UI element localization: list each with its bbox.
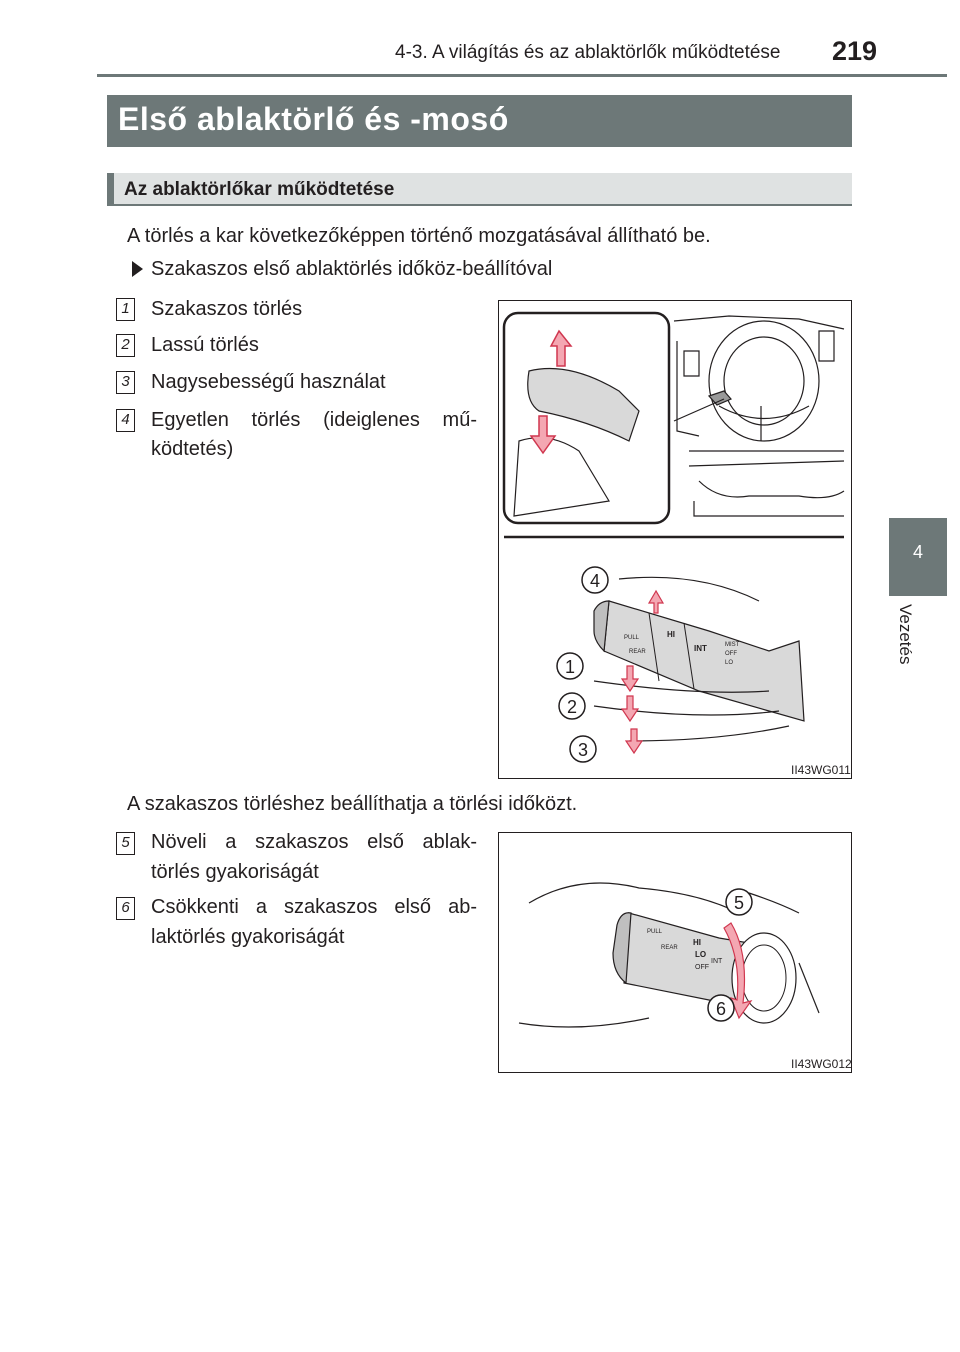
item-text-4-line1: Egyetlen törlés (ideiglenes mű- [151,409,477,431]
callout-5-label: 5 [733,893,745,913]
lever-label-lo: LO [725,660,734,666]
item-marker-4: 4 [116,409,135,432]
figure1-code: II43WG011 [791,763,851,777]
item-text-3: Nagysebességű használat [151,371,386,393]
subsection-accent [107,173,114,206]
arrow-up-icon [649,591,663,613]
lever-label-int: INT [694,644,707,653]
lever-label-hi: HI [667,630,675,639]
item-text-5-line1: Növeli a szakaszos első ablak- [151,831,477,853]
page-number: 219 [832,36,878,66]
chapter-tab-label: Vezetés [896,604,915,665]
item-text-6-line2: laktörlés gyakoriságát [151,926,345,948]
intro-text: A törlés a kar következőképpen történő mozgatásával állítható be. [127,225,711,247]
figure-interval-adjuster [498,832,852,1073]
callout-1-label: 1 [564,657,576,677]
lever-label-rear: REAR [629,649,646,655]
callout-4-label: 4 [589,571,601,591]
figure-interval-adjuster-drawing [499,833,850,1071]
lever2-label-pull: PULL [647,929,663,935]
figure2-code: II43WG012 [791,1057,852,1071]
interval-lever [613,913,796,1023]
item-text-4-line2: ködtetés) [151,438,234,460]
callout-6-label: 6 [715,999,727,1019]
item-text-2: Lassú törlés [151,334,259,356]
arrow-down-3-icon [626,729,642,753]
callout-3-label: 3 [577,740,589,760]
item-text-6-line1: Csökkenti a szakaszos első ab- [151,896,477,918]
lever2-label-off: OFF [695,964,709,971]
header-rule [97,74,947,77]
lower-lever [594,601,804,721]
lever2-label-lo: LO [695,950,707,959]
chapter-tab-label-wrap [895,604,935,684]
lever-label-mist: MIST [725,642,740,648]
arrow-down-1-icon [622,666,638,691]
bullet-triangle-icon [132,261,143,277]
item-marker-6: 6 [116,897,135,920]
item-marker-3: 3 [116,371,135,394]
lever2-label-int: INT [711,958,723,965]
figure-wiper-lever-drawing [499,301,850,777]
item-text-1: Szakaszos törlés [151,298,303,320]
interval-text: A szakaszos törléshez beállíthatja a törlési időközt. [127,793,578,815]
lever2-label-rear: REAR [661,945,678,951]
item-marker-1: 1 [116,298,135,321]
callout-2-label: 2 [566,697,578,717]
figure-wiper-lever [498,300,852,779]
section-title: Első ablaktörlő és -mosó [118,101,509,137]
subsection-title: Az ablaktörlőkar működtetése [124,179,395,200]
item-marker-2: 2 [116,334,135,357]
item-marker-5: 5 [116,832,135,855]
lever-label-pull: PULL [624,635,640,641]
bullet-heading: Szakaszos első ablaktörlés időköz-beállítóval [151,258,553,280]
lever2-label-hi: HI [693,938,701,947]
arrow-down-2-icon [622,696,638,721]
dashboard-sketch [674,316,844,516]
chapter-tab-number: 4 [912,542,923,562]
lever-label-off: OFF [725,651,737,657]
chapter-title: 4-3. A világítás és az ablaktörlők működtetése [395,42,781,63]
item-text-5-line2: törlés gyakoriságát [151,861,319,883]
